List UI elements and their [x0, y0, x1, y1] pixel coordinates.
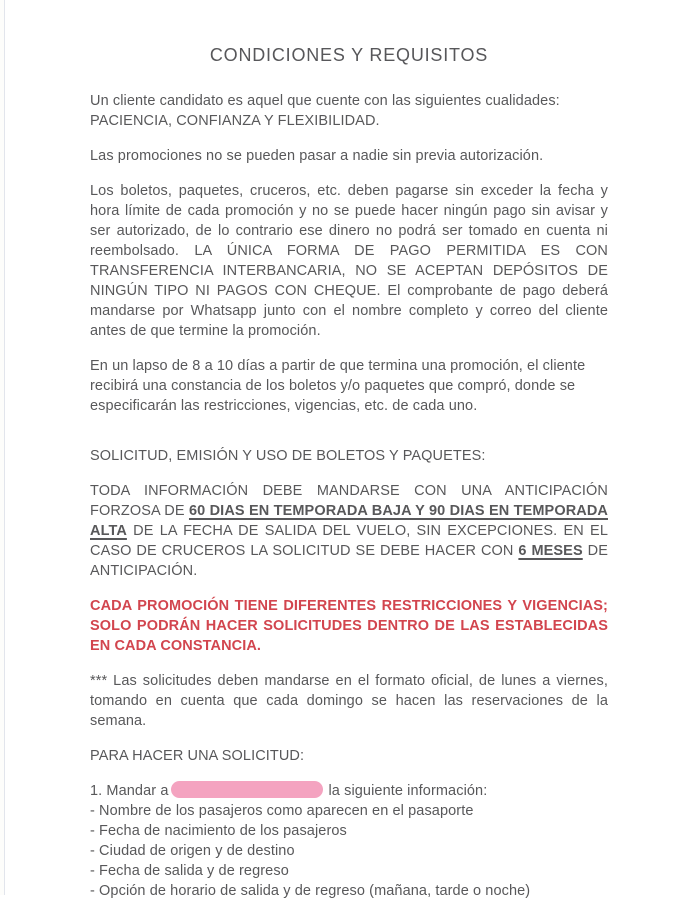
paragraph-promociones: Las promociones no se pueden pasar a nadie sin previa autorización. [90, 148, 544, 164]
paragraph-nota-formato: *** Las solicitudes deben mandarse en el formato oficial, de lunes a viernes, tomando en cuenta que cada domingo se hacen las reservaciones de la semana. [90, 673, 608, 729]
anticipacion-part3: DE LA FECHA DE SALIDA DEL VUELO, SIN EXCEPCIONES. EN EL CASO DE CRUCEROS LA SOLICITUD SE DEBE HACER CON [90, 523, 608, 559]
list-item-ciudad: - Ciudad de origen y de destino [90, 843, 295, 859]
paragraph-constancia: En un lapso de 8 a 10 días a partir de que termina una promoción, el cliente recibirá una constancia de los boletos y/o paquetes que compró, donde se especificarán las restricciones, vigencias, etc. de cada uno. [90, 358, 586, 414]
step-mandar [90, 781, 608, 801]
paragraph-warning-red: CADA PROMOCIÓN TIENE DIFERENTES RESTRICCIONES Y VIGENCIAS; SOLO PODRÁN HACER SOLICITUDES DENTRO DE LAS ESTABLECIDAS EN CADA CONSTANCIA. [90, 598, 608, 654]
paragraph-cliente-candidato-line1: Un cliente candidato es aquel que cuente con las siguientes cualidades: [90, 93, 560, 109]
anticipacion-part5: DE ANTICIPACIÓN. [90, 543, 608, 579]
paragraph-cliente-candidato [90, 91, 608, 131]
list-item-horario: - Opción de horario de salida y de regreso (mañana, tarde o noche) [90, 883, 531, 899]
anticipacion-meses-underlined: 6 MESES [518, 543, 583, 559]
anticipacion-part1: TODA INFORMACIÓN DEBE MANDARSE CON UNA ANTICIPACIÓN FORZOSA DE [90, 483, 608, 519]
anticipacion-plazo-underlined: 60 DIAS EN TEMPORADA BAJA Y 90 DIAS EN TEMPORADA ALTA [90, 503, 608, 539]
redacted-contact-info [171, 781, 323, 798]
paragraph-anticipacion [90, 481, 608, 581]
list-item-fecha-nacimiento: - Fecha de nacimiento de los pasajeros [90, 823, 347, 839]
paragraph-pagos: Los boletos, paquetes, cruceros, etc. deben pagarse sin exceder la fecha y hora límite de cada promoción y no se puede hacer ningún pago sin avisar y ser autorizado, de lo contrario ese dinero no podrá ser tomado en cuenta ni reembolsado. LA ÚNICA FORMA DE PAGO PERMITIDA ES CON TRANSFERENCIA INTERBANCARIA, NO SE ACEPTAN DEPÓSITOS DE NINGÚN TIPO NI PAGOS CON CHEQUE. El comprobante de pago deberá mandarse por Whatsapp junto con el nombre completo y correo del cliente antes de que termine la promoción. [90, 183, 608, 339]
list-item-fecha-salida: - Fecha de salida y de regreso [90, 863, 289, 879]
document-title: CONDICIONES Y REQUISITOS [209, 45, 489, 65]
section-heading-para-hacer-solicitud: PARA HACER UNA SOLICITUD: [90, 748, 305, 764]
paragraph-cliente-candidato-line2: PACIENCIA, CONFIANZA Y FLEXIBILIDAD. [90, 113, 380, 129]
step-mandar-prefix: 1. Mandar a [90, 783, 169, 799]
step-mandar-suffix: la siguiente información: [328, 783, 488, 799]
section-heading-solicitud: SOLICITUD, EMISIÓN Y USO DE BOLETOS Y PAQUETES: [90, 448, 486, 464]
scan-page-edge [0, 0, 5, 895]
list-item-nombre: - Nombre de los pasajeros como aparecen en el pasaporte [90, 803, 474, 819]
